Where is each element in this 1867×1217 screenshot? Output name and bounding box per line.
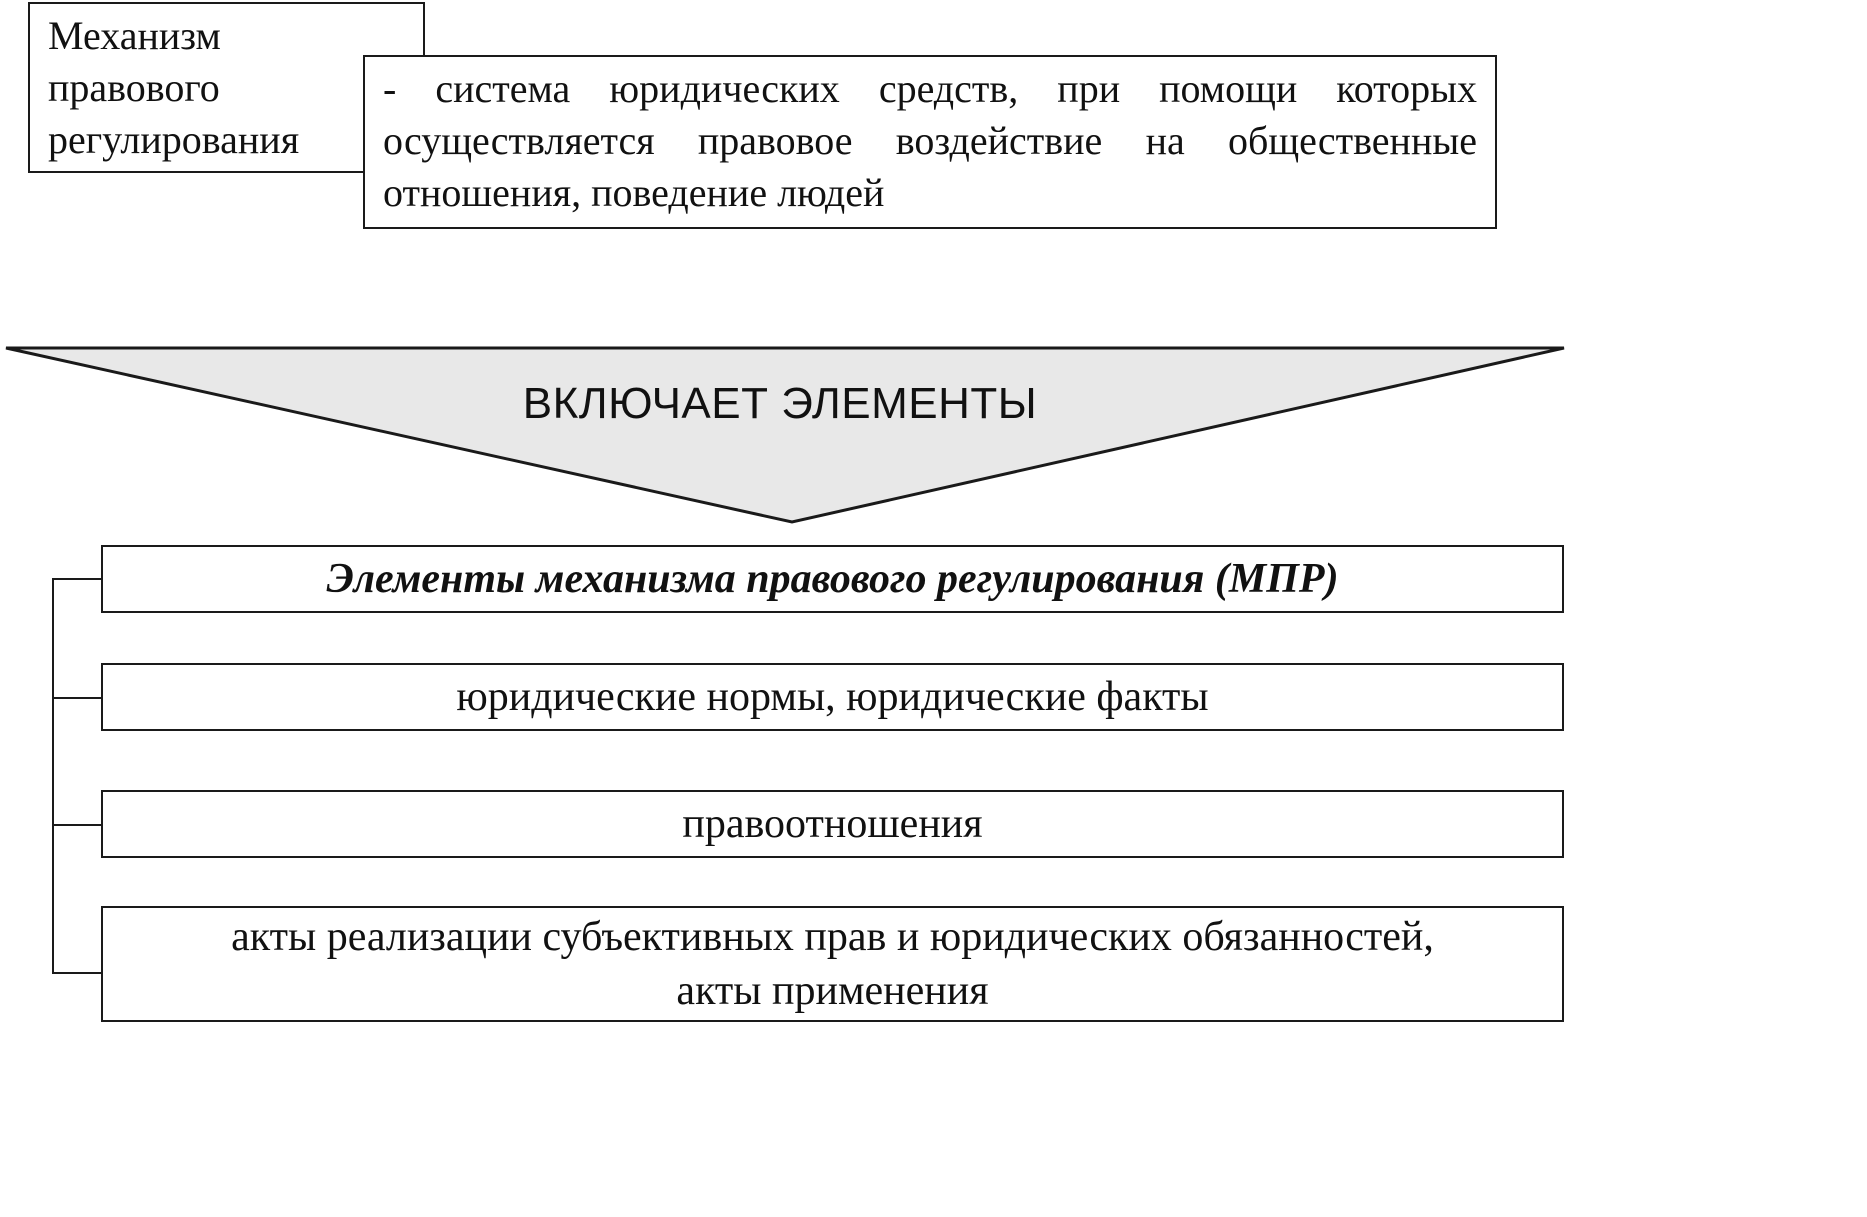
elements-header-text: Элементы механизма правового регулирования (МПР) — [326, 556, 1339, 602]
elements-header-box — [101, 545, 1564, 613]
definition-text: - система юридических средств, при помощи которых осуществляется правовое воздействие на общественные отношения, поведение людей — [383, 66, 1477, 215]
term-line-1: Механизм — [48, 13, 221, 58]
element-text-legal-relations: правоотношения — [682, 801, 983, 847]
element-text-acts-line-1: акты реализации субъективных прав и юридических обязанностей, — [231, 914, 1434, 960]
term-line-2: правового — [48, 65, 220, 110]
bracket-tick-item-3 — [52, 972, 102, 974]
bracket-tick-item-1 — [52, 697, 102, 699]
arrow-label: ВКЛЮЧАЕТ ЭЛЕМЕНТЫ — [522, 379, 1038, 428]
element-box-acts — [101, 906, 1564, 1022]
definition-box — [363, 55, 1497, 229]
down-arrow-shape — [0, 340, 1567, 530]
bracket-tick-item-2 — [52, 824, 102, 826]
bracket-vertical-line — [52, 578, 54, 974]
term-line-3: регулирования — [48, 117, 300, 162]
bracket-tick-header — [52, 578, 102, 580]
element-text-norms-facts: юридические нормы, юридические факты — [456, 674, 1209, 720]
element-box-norms-facts — [101, 663, 1564, 731]
element-text-acts-line-2: акты применения — [676, 968, 989, 1014]
element-box-legal-relations — [101, 790, 1564, 858]
